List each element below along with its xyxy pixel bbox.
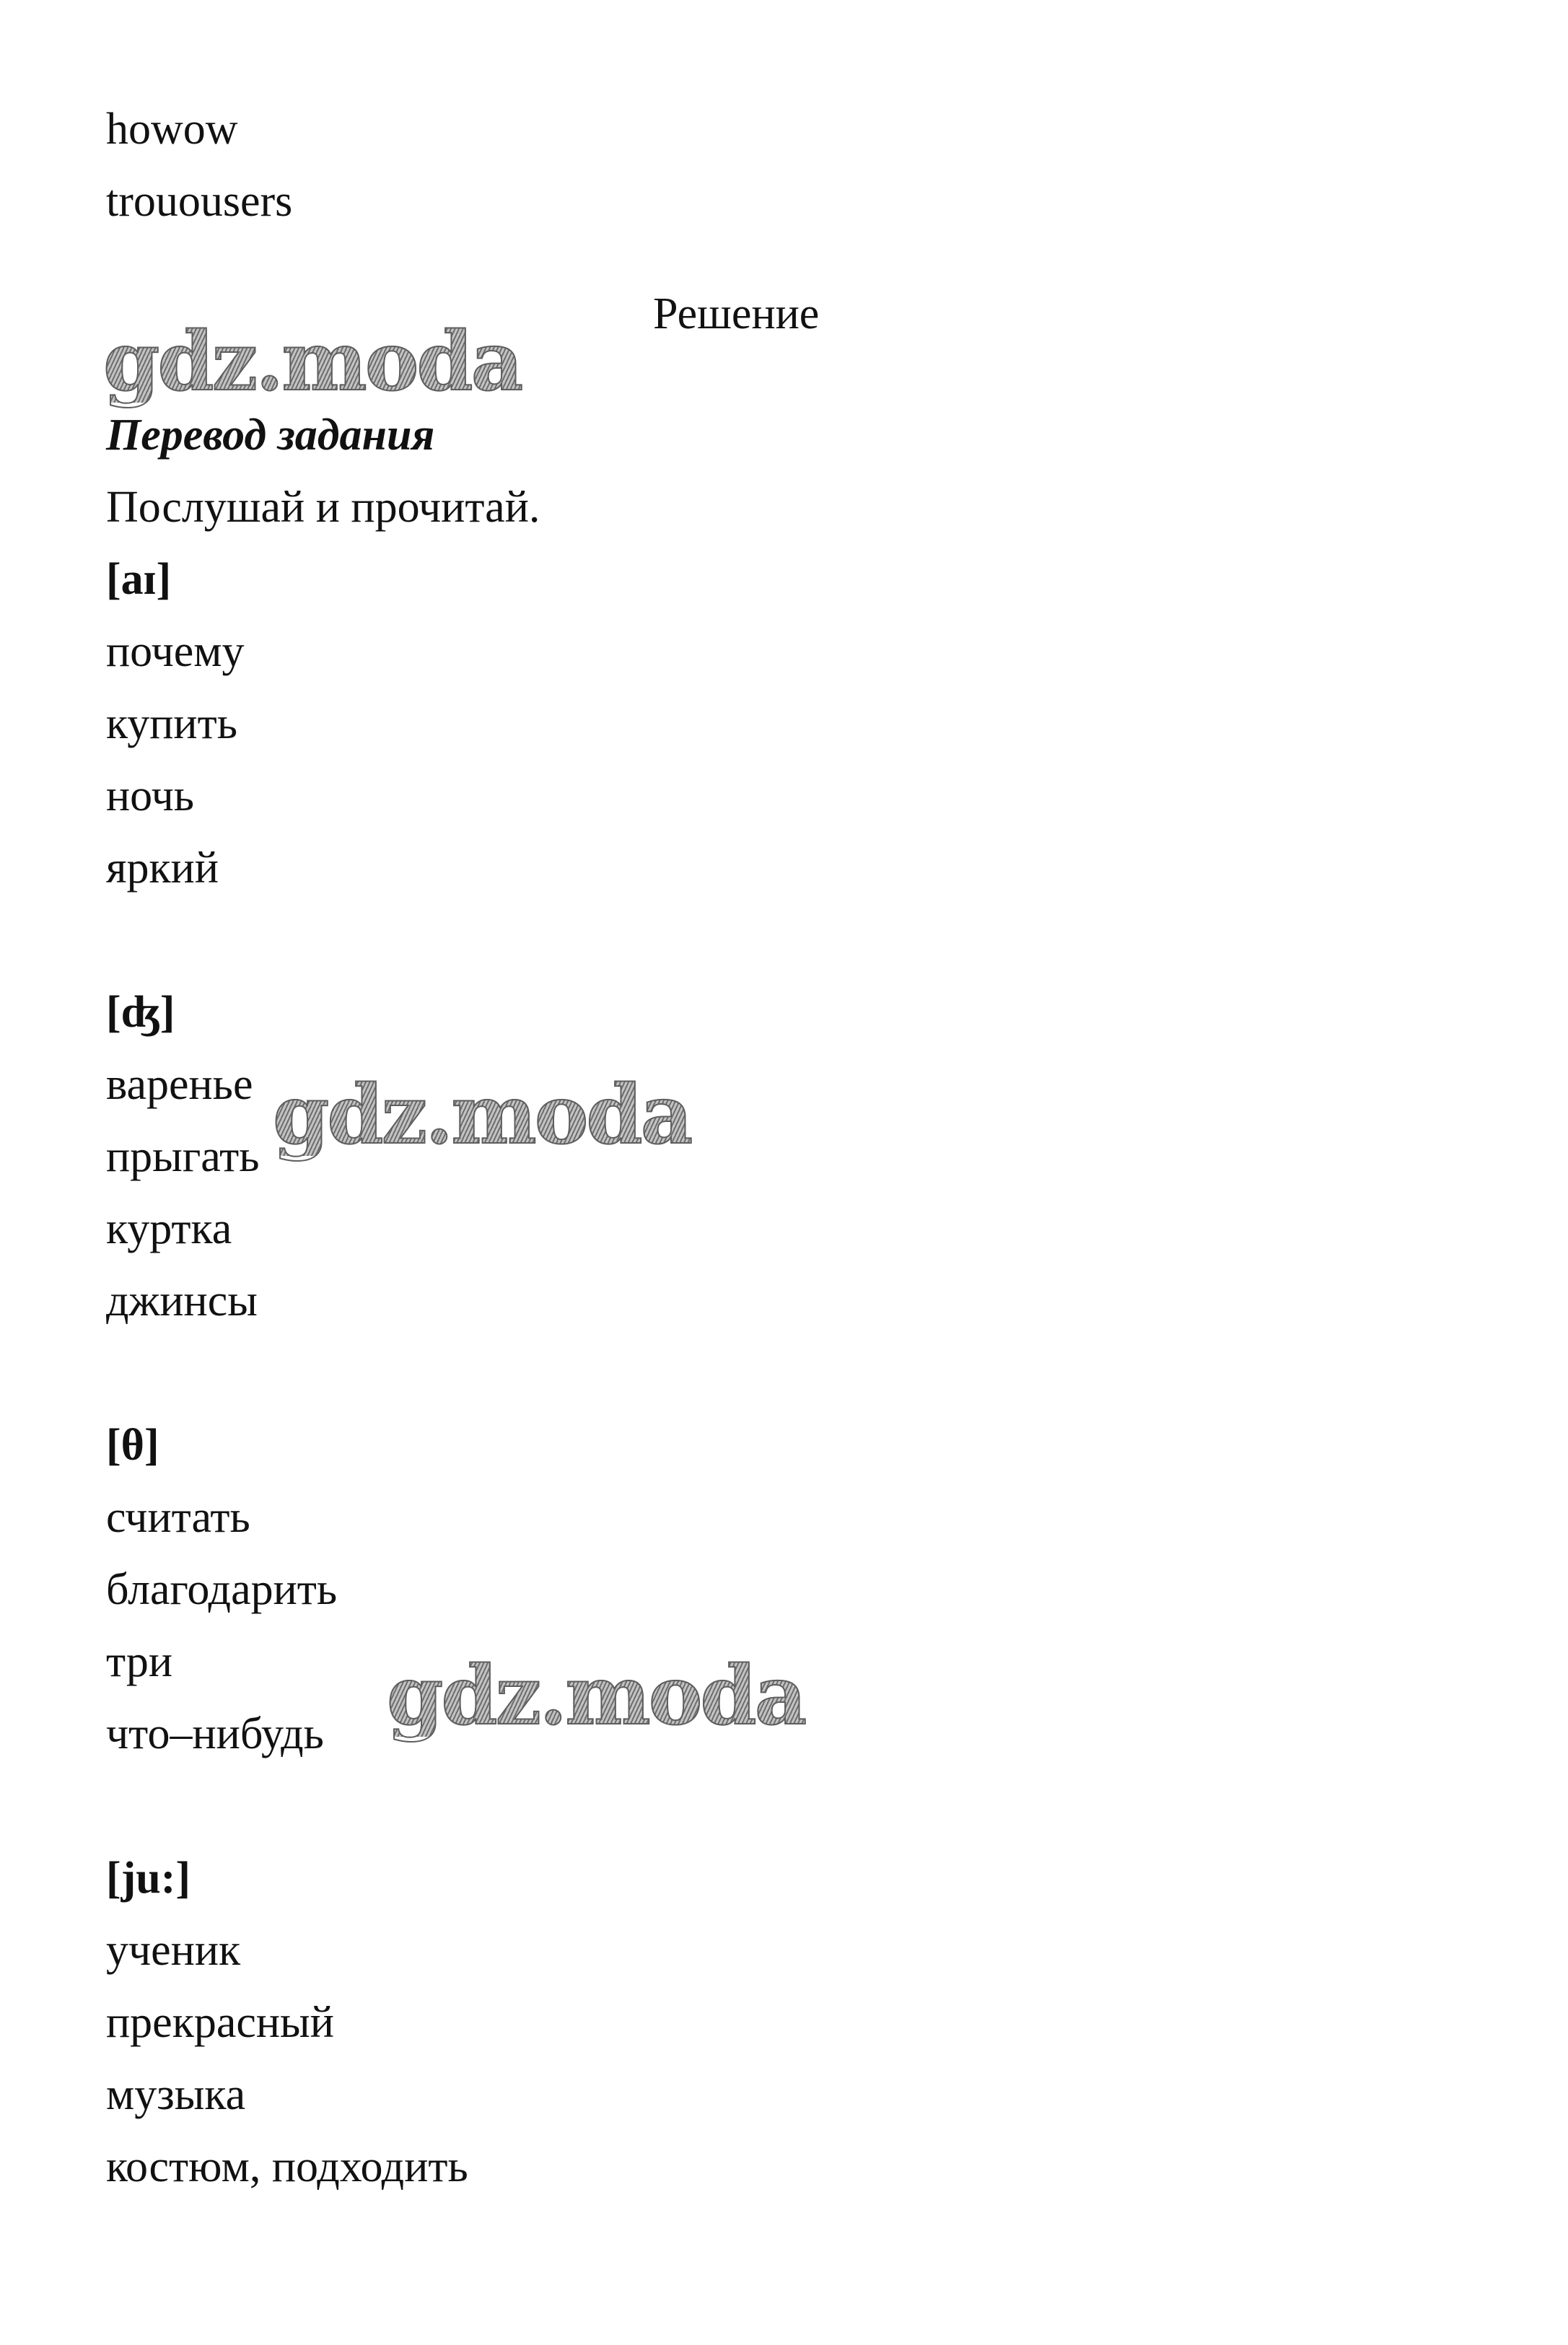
word-item: прекрасный — [106, 1998, 334, 2047]
watermark-logo: gdz.moda — [273, 1068, 691, 1162]
word-item: костюм, подходить — [106, 2142, 468, 2191]
word-item: считать — [106, 1493, 250, 1542]
word-item: прыгать — [106, 1132, 260, 1181]
word-howow: howow — [106, 105, 238, 154]
word-item: что–нибудь — [106, 1709, 324, 1758]
word-item: куртка — [106, 1204, 232, 1253]
word-item: музыка — [106, 2070, 246, 2119]
word-item: джинсы — [106, 1276, 258, 1325]
solution-label: Решение — [653, 289, 820, 338]
word-item: яркий — [106, 843, 219, 893]
watermark-logo: gdz.moda — [387, 1649, 805, 1743]
watermark-logo: gdz.moda — [103, 315, 522, 409]
word-item: благодарить — [106, 1565, 338, 1614]
word-item: ученик — [106, 1926, 241, 1975]
ipa-heading-theta: [θ] — [106, 1421, 159, 1470]
ipa-heading-dzh: [ʤ] — [106, 988, 175, 1037]
word-item: купить — [106, 699, 237, 748]
task-title: Перевод задания — [106, 411, 435, 460]
ipa-heading-ai: [aɪ] — [106, 555, 172, 604]
word-trousers: trouousers — [106, 177, 293, 226]
ipa-heading-ju: [ju:] — [106, 1854, 191, 1903]
task-instruction: Послушай и прочитай. — [106, 483, 540, 532]
word-item: варенье — [106, 1060, 253, 1109]
word-item: почему — [106, 627, 245, 676]
word-item: три — [106, 1637, 173, 1686]
word-item: ночь — [106, 771, 195, 820]
